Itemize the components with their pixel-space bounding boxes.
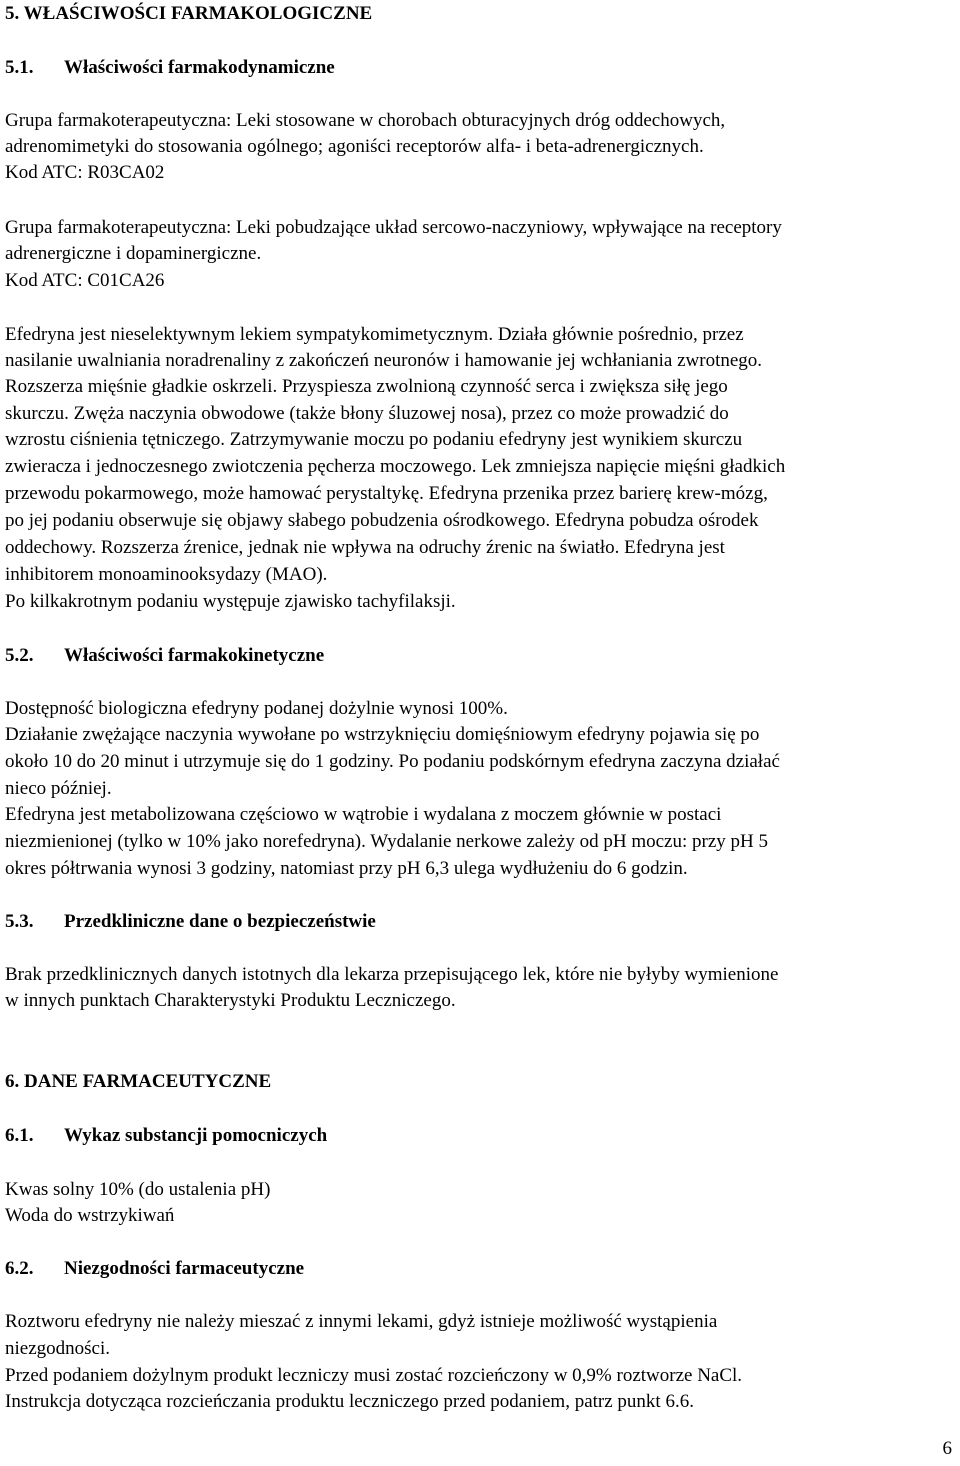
- subsection-number: 6.2.: [5, 1258, 34, 1279]
- paragraph-line: Woda do wstrzykiwań: [5, 1205, 175, 1226]
- paragraph-line: Brak przedklinicznych danych istotnych dla lekarza przepisującego lek, które nie byłyby wymienione: [5, 964, 779, 985]
- paragraph-line: zwieracza i jednoczesnego zwiotczenia pęcherza moczowego. Lek zmniejsza napięcie mięśni gładkich: [5, 456, 786, 477]
- paragraph-line: Przed podaniem dożylnym produkt leczniczy musi zostać rozcieńczony w 0,9% roztworze NaCl.: [5, 1365, 743, 1386]
- subsection-title: Wykaz substancji pomocniczych: [64, 1125, 328, 1146]
- paragraph-line: Rozszerza mięśnie gładkie oskrzeli. Przyspiesza zwolnioną czynność serca i zwiększa siłę jego: [5, 376, 728, 397]
- paragraph-line: nieco później.: [5, 778, 112, 799]
- paragraph-line: przewodu pokarmowego, może hamować perystaltykę. Efedryna przenika przez barierę krew-mózg,: [5, 483, 768, 504]
- paragraph-line: Instrukcja dotycząca rozcieńczania produktu leczniczego przed podaniem, patrz punkt 6.6.: [5, 1391, 694, 1412]
- paragraph-line: Grupa farmakoterapeutyczna: Leki pobudzające układ sercowo-naczyniowy, wpływające na receptory: [5, 217, 782, 238]
- subsection-title: Przedkliniczne dane o bezpieczeństwie: [64, 911, 376, 932]
- subsection-title: Niezgodności farmaceutyczne: [64, 1258, 305, 1279]
- paragraph-line: skurczu. Zwęża naczynia obwodowe (także błony śluzowej nosa), przez co może prowadzić do: [5, 403, 729, 424]
- paragraph-line: w innych punktach Charakterystyki Produktu Leczniczego.: [5, 990, 456, 1011]
- paragraph-line: wzrostu ciśnienia tętniczego. Zatrzymywanie moczu po podaniu efedryny jest wynikiem skurczu: [5, 429, 743, 450]
- paragraph-line: Roztworu efedryny nie należy mieszać z innymi lekami, gdyż istnieje możliwość wystąpienia: [5, 1311, 718, 1332]
- subsection-5-2-heading: [5, 643, 324, 669]
- paragraph-line: niezmienionej (tylko w 10% jako norefedryna). Wydalanie nerkowe zależy od pH moczu: przy pH 5: [5, 831, 768, 852]
- subsection-6-2-heading: [5, 1256, 304, 1282]
- paragraph-line: adrenomimetyki do stosowania ogólnego; agoniści receptorów alfa- i beta-adrenergicznych.: [5, 136, 704, 157]
- subsection-title: Właściwości farmakokinetyczne: [64, 645, 325, 666]
- paragraph-line: oddechowy. Rozszerza źrenice, jednak nie wpływa na odruchy źrenic na światło. Efedryna jest: [5, 537, 725, 558]
- paragraph-line: Efedryna jest nieselektywnym lekiem sympatykomimetycznym. Działa głównie pośrednio, przez: [5, 324, 744, 345]
- paragraph-line: Grupa farmakoterapeutyczna: Leki stosowane w chorobach obturacyjnych dróg oddechowych,: [5, 110, 726, 131]
- subsection-number: 5.2.: [5, 645, 34, 666]
- section-5-heading: 5. WŁAŚCIWOŚCI FARMAKOLOGICZNE: [5, 3, 373, 24]
- atc-code-line: Kod ATC: C01CA26: [5, 270, 165, 291]
- subsection-title: Właściwości farmakodynamiczne: [64, 57, 335, 78]
- section-6-heading: 6. DANE FARMACEUTYCZNE: [5, 1071, 272, 1092]
- paragraph-line: Kwas solny 10% (do ustalenia pH): [5, 1179, 271, 1200]
- page-number: 6: [942, 1438, 952, 1459]
- subsection-5-1-heading: [5, 55, 335, 81]
- paragraph-line: okres półtrwania wynosi 3 godziny, natomiast przy pH 6,3 ulega wydłużeniu do 6 godzin.: [5, 858, 688, 879]
- paragraph-line: inhibitorem monoaminooksydazy (MAO).: [5, 564, 328, 585]
- subsection-number: 5.3.: [5, 911, 34, 932]
- paragraph-line: Dostępność biologiczna efedryny podanej dożylnie wynosi 100%.: [5, 698, 508, 719]
- paragraph-line: Po kilkakrotnym podaniu występuje zjawisko tachyfilaksji.: [5, 591, 456, 612]
- atc-code-line: Kod ATC: R03CA02: [5, 162, 165, 183]
- paragraph-line: około 10 do 20 minut i utrzymuje się do 1 godziny. Po podaniu podskórnym efedryna zaczyna działać: [5, 751, 780, 772]
- paragraph-line: adrenergiczne i dopaminergiczne.: [5, 243, 262, 264]
- paragraph-line: nasilanie uwalniania noradrenaliny z zakończeń neuronów i hamowanie jej wchłaniania zwrotnego.: [5, 350, 763, 371]
- subsection-number: 6.1.: [5, 1125, 34, 1146]
- subsection-5-3-heading: [5, 909, 376, 935]
- paragraph-line: Działanie zwężające naczynia wywołane po wstrzyknięciu domięśniowym efedryny pojawia się po: [5, 724, 760, 745]
- subsection-number: 5.1.: [5, 57, 34, 78]
- paragraph-line: Efedryna jest metabolizowana częściowo w wątrobie i wydalana z moczem głównie w postaci: [5, 804, 722, 825]
- paragraph-line: niezgodności.: [5, 1338, 111, 1359]
- paragraph-line: po jej podaniu obserwuje się objawy słabego pobudzenia ośrodkowego. Efedryna pobudza ośrodek: [5, 510, 759, 531]
- subsection-6-1-heading: [5, 1123, 327, 1149]
